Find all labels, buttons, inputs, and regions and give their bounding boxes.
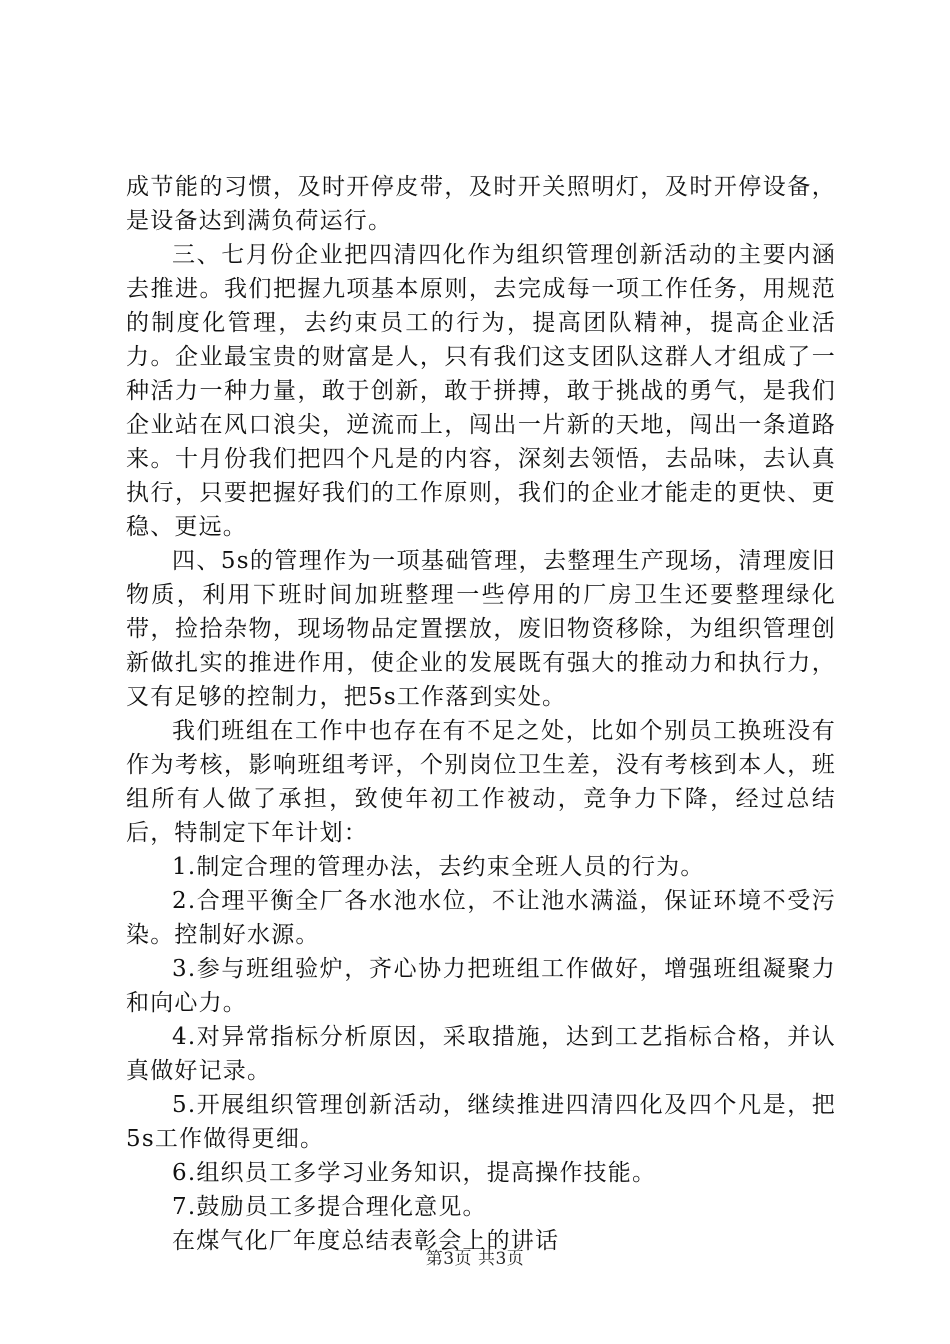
plan-item-4: 4.对异常指标分析原因，采取措施，达到工艺指标合格，并认真做好记录。 xyxy=(126,1024,836,1084)
page-number: 第3页 共3页 xyxy=(425,1249,525,1269)
document-body xyxy=(126,170,836,1258)
plan-item-6: 6.组织员工多学习业务知识，提高操作技能。 xyxy=(172,1160,657,1186)
page-footer xyxy=(0,1244,950,1269)
paragraph-section-4: 四、5s的管理作为一项基础管理，去整理生产现场，清理废旧物质，利用下班时间加班整理一些停用的厂房卫生还要整理绿化带，捡拾杂物，现场物品定置摆放，废旧物资移除，为组织管理创新做扎实的推进作用，使企业的发展既有强大的推动力和执行力，又有足够的控制力，把5s工作落到实处。 xyxy=(126,548,836,710)
plan-item-2: 2.合理平衡全厂各水池水位，不让池水满溢，保证环境不受污染。控制好水源。 xyxy=(126,888,836,948)
paragraph-shortcomings: 我们班组在工作中也存在有不足之处，比如个别员工换班没有作为考核，影响班组考评，个别岗位卫生差，没有考核到本人，班组所有人做了承担，致使年初工作被动，竞争力下降，经过总结后，特制定下年计划： xyxy=(126,718,836,846)
plan-item-5: 5.开展组织管理创新活动，继续推进四清四化及四个凡是，把5s工作做得更细。 xyxy=(126,1092,836,1152)
plan-item-1: 1.制定合理的管理办法，去约束全班人员的行为。 xyxy=(172,854,705,880)
plan-item-3: 3.参与班组验炉，齐心协力把班组工作做好，增强班组凝聚力和向心力。 xyxy=(126,956,836,1016)
paragraph-section-3: 三、七月份企业把四清四化作为组织管理创新活动的主要内涵去推进。我们把握九项基本原则，去完成每一项工作任务，用规范的制度化管理，去约束员工的行为，提高团队精神，提高企业活力。企业最宝贵的财富是人，只有我们这支团队这群人才组成了一种活力一种力量，敢于创新，敢于拼搏，敢于挑战的勇气，是我们企业站在风口浪尖，逆流而上，闯出一片新的天地，闯出一条道路来。十月份我们把四个凡是的内容，深刻去领悟，去品味，去认真执行，只要把握好我们的工作原则，我们的企业才能走的更快、更稳、更远。 xyxy=(126,242,836,540)
plan-item-7: 7.鼓励员工多提合理化意见。 xyxy=(172,1194,487,1220)
paragraph-continuation: 成节能的习惯，及时开停皮带，及时开关照明灯，及时开停设备，是设备达到满负荷运行。 xyxy=(126,174,836,234)
closing-title-line: 在煤气化厂年度总结表彰会上的讲话 xyxy=(172,1228,560,1254)
